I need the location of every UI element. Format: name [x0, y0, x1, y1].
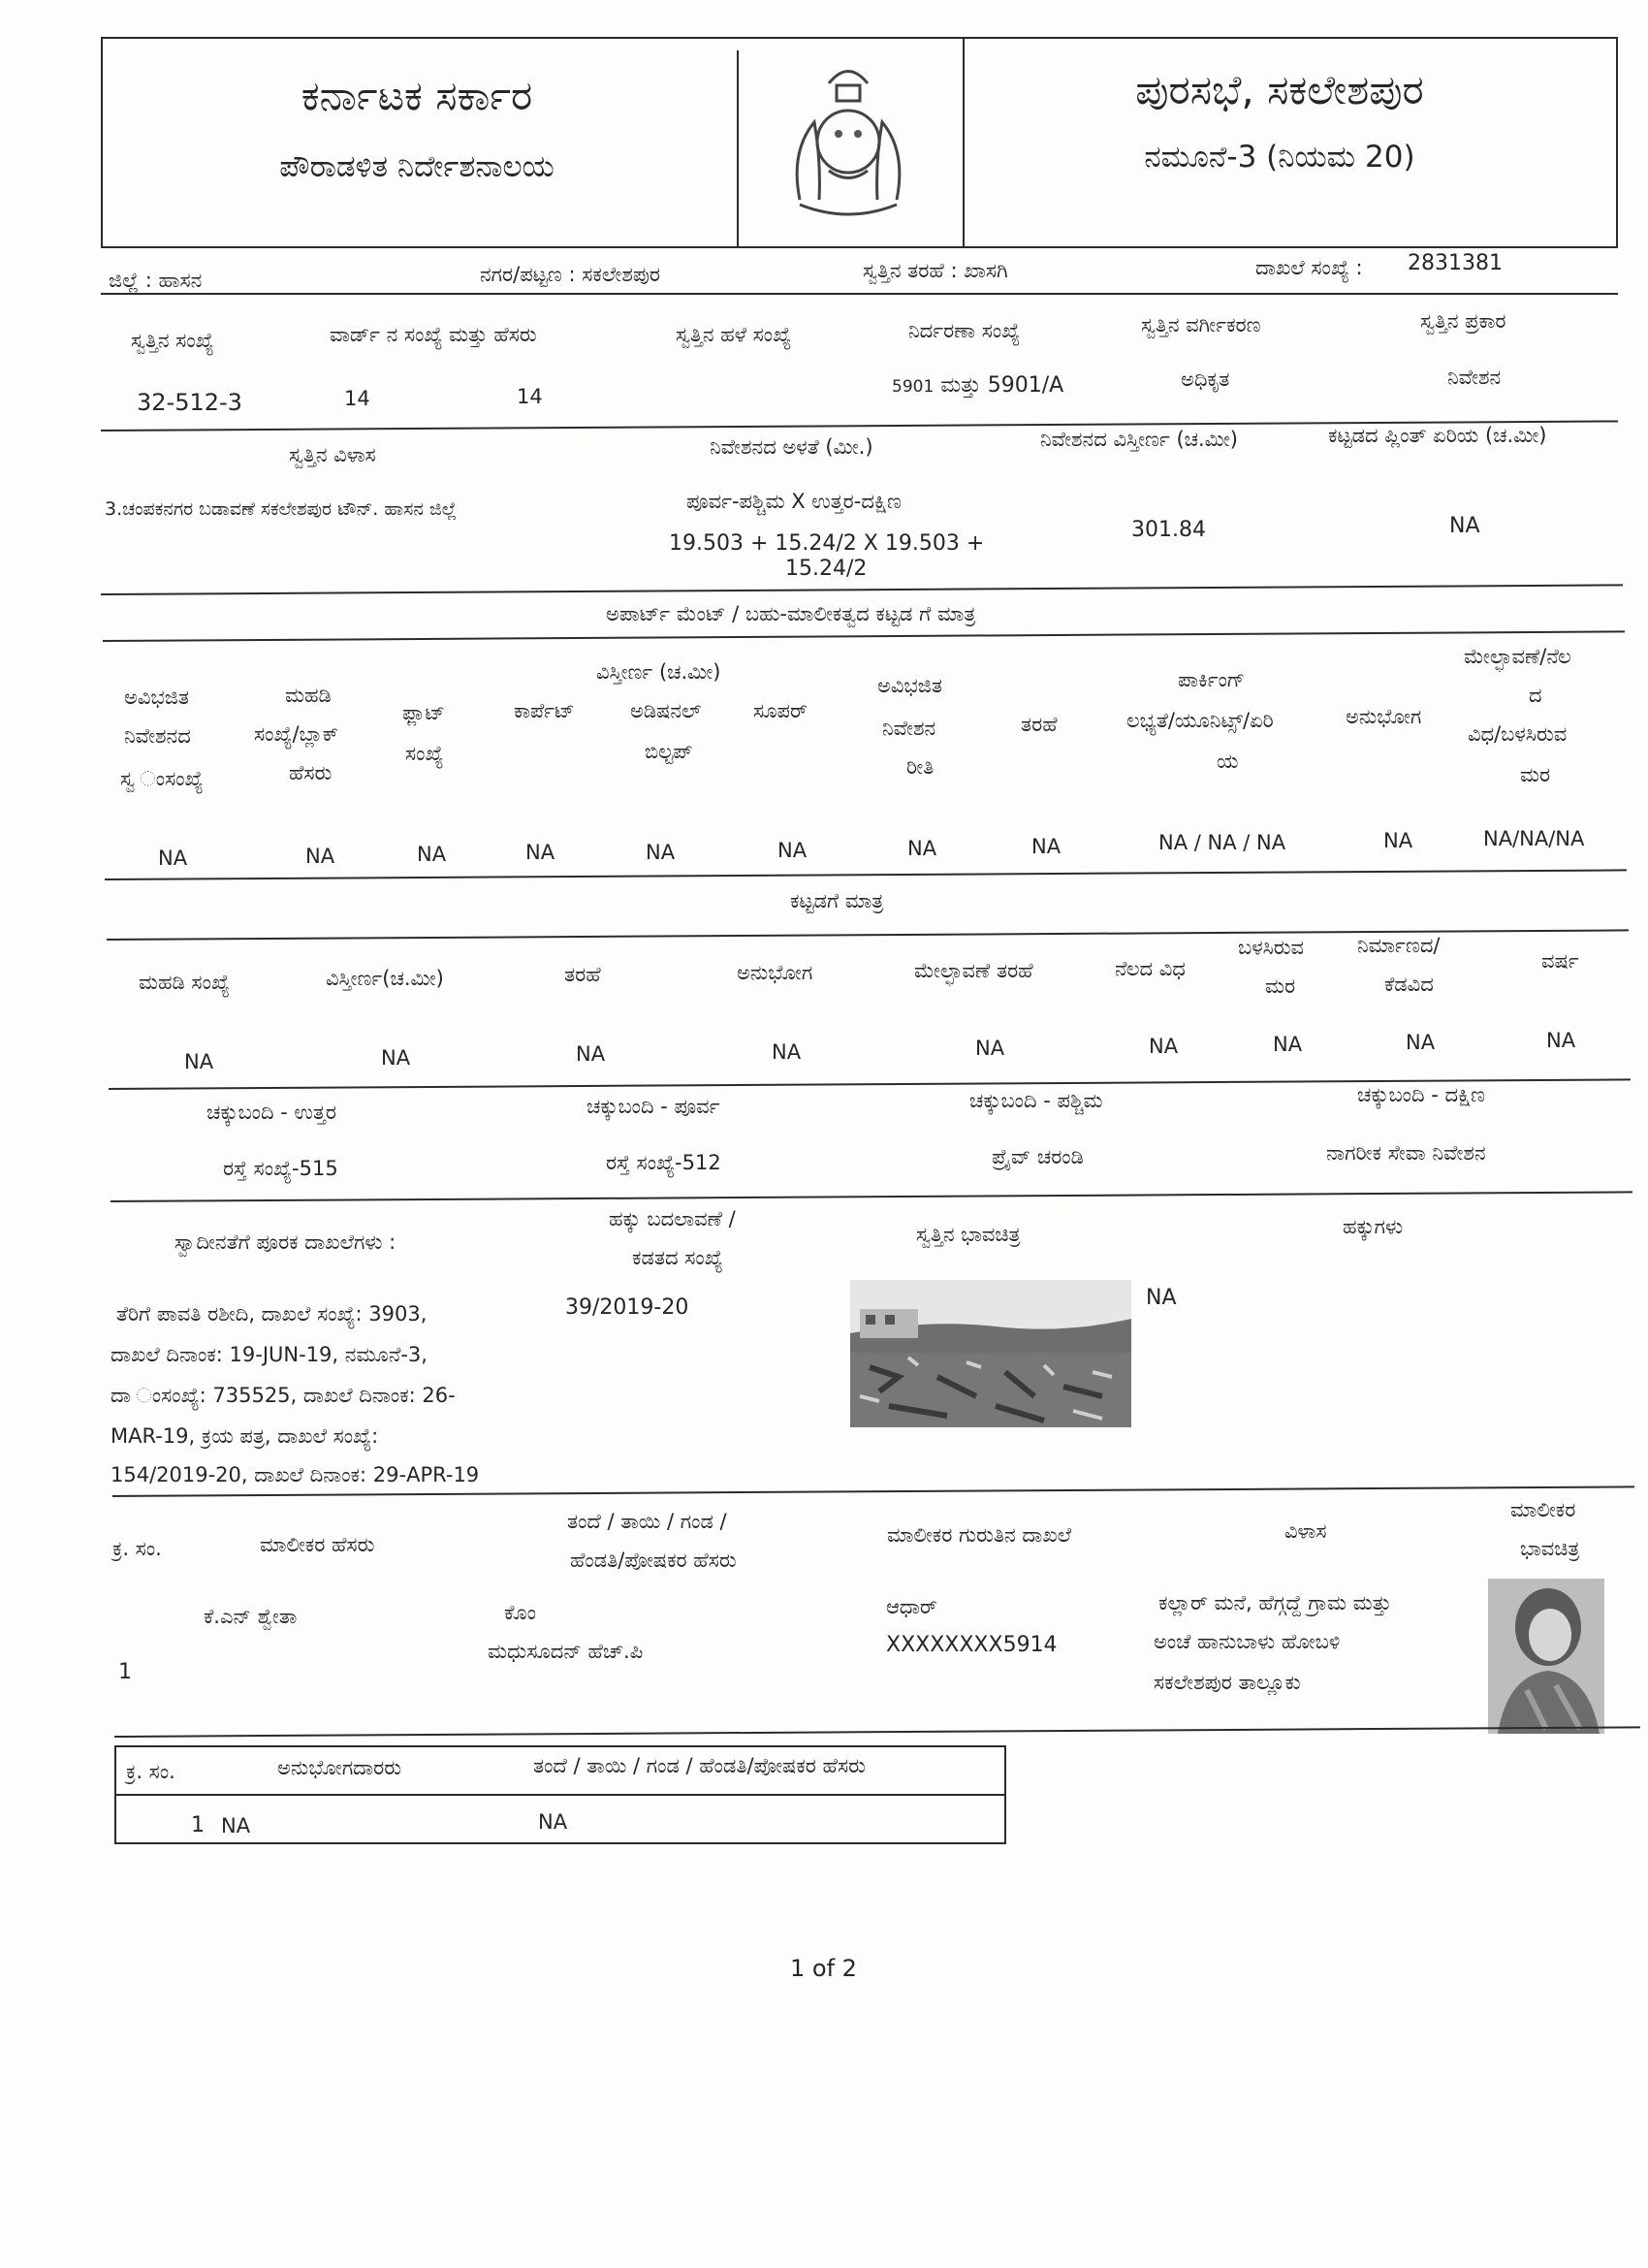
apt-header-additional-1: ಅಡಿಷನಲ್	[630, 699, 702, 722]
bld-value: NA	[381, 1046, 411, 1070]
boundary-west: ಪ್ರೈವ್ ಚರಂಡಿ	[992, 1145, 1084, 1168]
apt-header-undivided-2: ನಿವೇಶನದ	[124, 724, 191, 748]
property-kind: ಸ್ವತ್ತಿನ ತರಹೆ : ಖಾಸಗಿ	[863, 259, 1008, 282]
old-no-header: ಸ್ವತ್ತಿನ ಹಳೆ ಸಂಖ್ಯೆ	[676, 323, 792, 346]
apt-header-usage: ಅನುಭೋಗ	[1346, 705, 1422, 728]
boundary-north: ರಸ್ತೆ ಸಂಖ್ಯೆ-515	[223, 1157, 338, 1180]
owner-relation-header-1: ತಂದೆ / ತಾಯಿ / ಗಂಡ /	[567, 1510, 727, 1533]
dims-header: ನಿವೇಶನದ ಅಳತೆ (ಮೀ.)	[710, 435, 873, 459]
apt-value: NA	[777, 839, 808, 862]
apt-header-parking-1: ಪಾರ್ಕಿಂಗ್	[1178, 668, 1246, 691]
bld-header-floor: ಮಹಡಿ ಸಂಖ್ಯೆ	[139, 971, 230, 994]
apt-value: NA	[305, 845, 335, 868]
apt-header-carpet: ಕಾರ್ಪೆಟ್	[514, 699, 575, 722]
boundary-south: ನಾಗರೀಕ ಸೇವಾ ನಿವೇಶನ	[1326, 1141, 1486, 1165]
bld-header-usage: ಅನುಭೋಗ	[737, 961, 813, 984]
apt-header-undivided-1: ಅವಿಭಜಿತ	[124, 686, 189, 709]
owner-address-2: ಅಂಚೆ ಹಾನುಬಾಳು ಹೋಬಳಿ	[1154, 1630, 1341, 1653]
bld-header-wood-2: ಮರ	[1265, 974, 1296, 998]
owner-relation-header-2: ಹೆಂಡತಿ/ಪೋಷಕರ ಹೆಸರು	[570, 1549, 737, 1572]
survey-no-a: 5901	[892, 377, 935, 397]
survey-no-b: ಮತ್ತು 5901/A	[934, 373, 1064, 398]
bld-header-roof: ಮೇಲ್ಛಾವಣೆ ತರಹೆ	[914, 959, 1033, 982]
bld-value: NA	[184, 1050, 214, 1073]
property-photo-header: ಸ್ವತ್ತಿನ ಭಾವಚಿತ್ರ	[916, 1223, 1021, 1246]
apt-value: NA / NA / NA	[1158, 831, 1286, 854]
apartment-title: ಅಪಾರ್ಟ್ ಮೆಂಟ್ / ಬಹು-ಮಾಲೀಕತ್ವದ ಕಟ್ಟಡ ಗೆ ಮಾತ್ರ	[606, 602, 976, 625]
bld-value: NA	[1273, 1033, 1303, 1056]
doc-line: ದಾ ಂಸಂಖ್ಯೆ: 735525, ದಾಖಲೆ ದಿನಾಂಕ: 26-	[111, 1384, 456, 1407]
apt-header-super: ಸೂಪರ್	[753, 699, 808, 722]
entry-number: 2831381	[1408, 251, 1503, 275]
apt-header-area: ವಿಸ್ತೀರ್ಣ (ಚ.ಮೀ)	[596, 660, 721, 684]
apt-value: NA	[1383, 829, 1413, 852]
boundary-east: ರಸ್ತೆ ಸಂಖ್ಯೆ-512	[606, 1151, 721, 1174]
owner-photo-header-2: ಭಾವಚಿತ್ರ	[1520, 1537, 1580, 1560]
dims-line-2: 15.24/2	[785, 557, 868, 581]
owner-address-1: ಕಲ್ಲಾರ್ ಮನೆ, ಹೆಗ್ಗದ್ದೆ ಗ್ರಾಮ ಮತ್ತು	[1158, 1591, 1392, 1614]
occupant-sno: 1	[191, 1813, 205, 1837]
apt-header-share-3: ರೀತಿ	[906, 755, 935, 779]
rights-header: ಹಕ್ಕುಗಳು	[1343, 1215, 1404, 1238]
apt-header-parking-2: ಲಭ್ಯತೆ/ಯೂನಿಟ್ಸ್/ಏರಿ	[1126, 709, 1274, 732]
apt-header-roof-3: ವಿಧ/ಬಳಸಿರುವ	[1468, 722, 1568, 746]
municipality-name: ಪುರಸಭೆ, ಸಕಲೇಶಪುರ	[1135, 66, 1424, 113]
bld-value: NA	[975, 1037, 1005, 1060]
owner-id-type: ಆಧಾರ್	[886, 1595, 937, 1618]
boundary-south-header: ಚಕ್ಕುಬಂದಿ - ದಕ್ಷಿಣ	[1357, 1083, 1486, 1106]
apt-header-flat-2: ಸಂಖ್ಯೆ	[405, 742, 444, 765]
apt-value: NA	[1031, 835, 1062, 858]
classification: ಅಧಿಕೃತ	[1181, 367, 1230, 391]
docs-header: ಸ್ವಾದೀನತೆಗೆ ಪೂರಕ ದಾಖಲೆಗಳು :	[174, 1230, 396, 1254]
owner-name-header: ಮಾಲೀಕರ ಹೆಸರು	[260, 1533, 375, 1556]
occupant-sno-header: ಕ್ರ. ಸಂ.	[126, 1760, 175, 1783]
apt-header-share-2: ನಿವೇಶನ	[882, 717, 936, 740]
building-title: ಕಟ್ಟಡಗೆ ಮಾತ್ರ	[790, 889, 884, 912]
bld-header-built-1: ನಿರ್ಮಾಣದ/	[1357, 934, 1441, 957]
plinth-area: NA	[1449, 514, 1480, 538]
apt-header-floor-1: ಮಹಡಿ	[285, 684, 332, 707]
occupant-name-header: ಅನುಭೋಗದಾರರು	[277, 1756, 402, 1779]
apt-value: NA/NA/NA	[1483, 827, 1585, 850]
prop-no: 32-512-3	[137, 389, 242, 416]
bld-value: NA	[1149, 1035, 1179, 1058]
owner-relation-1: ಕೊಂ	[504, 1601, 536, 1624]
boundary-east-header: ಚಕ್ಕುಬಂದಿ - ಪೂರ್ವ	[586, 1095, 720, 1118]
occupant-relation: NA	[538, 1810, 568, 1834]
prop-type: ನಿವೇಶನ	[1447, 366, 1502, 389]
bld-value: NA	[1406, 1031, 1436, 1054]
ward-no: 14	[344, 387, 370, 410]
bld-header-wood-1: ಬಳಸಿರುವ	[1238, 936, 1305, 959]
apt-value: NA	[907, 837, 937, 860]
site-area: 301.84	[1131, 518, 1206, 542]
ward-header: ವಾರ್ಡ್ ನ ಸಂಖ್ಯೆ ಮತ್ತು ಹೆಸರು	[330, 323, 537, 346]
owner-photo	[1488, 1579, 1604, 1734]
apt-value: NA	[158, 847, 188, 870]
apt-header-roof-1: ಮೇಲ್ಛಾವಣೆ/ನೆಲ	[1464, 645, 1571, 668]
occupant-relation-header: ತಂದೆ / ತಾಯಿ / ಗಂಡ / ಹೆಂಡತಿ/ಪೋಷಕರ ಹೆಸರು	[533, 1754, 866, 1777]
gov-title: ಕರ್ನಾಟಕ ಸರ್ಕಾರ	[301, 72, 533, 119]
occupant-name: NA	[221, 1814, 251, 1837]
property-photo	[850, 1280, 1131, 1427]
boundary-north-header: ಚಕ್ಕುಬಂದಿ - ಉತ್ತರ	[206, 1101, 336, 1124]
department-name: ಪೌರಾಡಳಿತ ನಿರ್ದೇಶನಾಲಯ	[279, 149, 555, 184]
bld-header-area: ವಿಸ್ತೀರ್ಣ(ಚ.ಮೀ)	[326, 967, 444, 990]
transfer-number: 39/2019-20	[565, 1295, 689, 1320]
owner-address-3: ಸಕಲೇಶಪುರ ತಾಲ್ಲೂಕು	[1154, 1671, 1301, 1694]
apt-value: NA	[646, 841, 676, 864]
apt-header-floor-2: ಸಂಖ್ಯೆ/ಬ್ಲಾಕ್	[254, 722, 339, 746]
owner-relation-2: ಮಧುಸೂದನ್ ಹೆಚ್.ಪಿ	[488, 1640, 644, 1663]
page-number: 1 of 2	[790, 1955, 857, 1982]
ward-name: 14	[517, 385, 543, 408]
bld-header-class: ವರ್ಷ	[1541, 949, 1579, 973]
dims-line-1: 19.503 + 15.24/2 X 19.503 +	[669, 531, 985, 556]
owner-photo-header-1: ಮಾಲೀಕರ	[1510, 1498, 1576, 1521]
state-emblem-icon	[761, 54, 935, 219]
apt-value: NA	[417, 843, 447, 866]
apt-header-undivided-3: ಸ್ವ ಂಸಂಖ್ಯೆ	[120, 767, 204, 790]
bld-value: NA	[1546, 1029, 1576, 1052]
apt-header-flat-1: ಫ್ಲಾಟ್	[402, 701, 445, 724]
rights-value: NA	[1146, 1286, 1177, 1310]
survey-no	[892, 368, 1063, 403]
area-header: ನಿವೇಶನದ ವಿಸ್ತೀರ್ಣ (ಚ.ಮೀ)	[1040, 428, 1238, 451]
doc-line: MAR-19, ಕ್ರಯ ಪತ್ರ, ದಾಖಲೆ ಸಂಖ್ಯೆ:	[111, 1424, 379, 1448]
apt-header-roof-2: ದ	[1529, 684, 1542, 707]
owner-id-number: XXXXXXXX5914	[886, 1633, 1058, 1657]
apt-header-additional-2: ಬಿಲ್ಟಪ್	[645, 740, 693, 763]
owner-address-header: ವಿಳಾಸ	[1284, 1519, 1327, 1543]
form-name: ನಮೂನೆ-3 (ನಿಯಮ 20)	[1144, 140, 1415, 175]
plinth-header: ಕಟ್ಟಡದ ಪ್ಲಿಂತ್ ಏರಿಯ (ಚ.ಮೀ)	[1328, 424, 1547, 447]
apt-header-kind: ತರಹೆ	[1021, 713, 1058, 736]
apt-value: NA	[525, 841, 555, 864]
classification-header: ಸ್ವತ್ತಿನ ವರ್ಗೀಕರಣ	[1141, 313, 1261, 336]
doc-line: ತೆರಿಗೆ ಪಾವತಿ ರಶೀದಿ, ದಾಖಲೆ ಸಂಖ್ಯೆ: 3903,	[116, 1302, 428, 1326]
doc-line: ದಾಖಲೆ ದಿನಾಂಕ: 19-JUN-19, ನಮೂನೆ-3,	[111, 1343, 428, 1366]
transfer-header-2: ಕಡತದ ಸಂಖ್ಯೆ	[632, 1246, 723, 1269]
type-header: ಸ್ವತ್ತಿನ ಪ್ರಕಾರ	[1420, 309, 1506, 333]
property-address: 3.ಚಂಪಕನಗರ ಬಡಾವಣೆ ಸಕಲೇಶಪುರ ಟೌನ್. ಹಾಸನ ಜಿಲ್ಲೆ	[105, 498, 458, 520]
bld-value: NA	[772, 1040, 802, 1064]
town: ನಗರ/ಪಟ್ಟಣ : ಸಕಲೇಶಪುರ	[480, 263, 661, 286]
bld-header-built-2: ಕೆಡವಿದ	[1384, 973, 1434, 996]
entry-label: ದಾಖಲೆ ಸಂಖ್ಯೆ :	[1255, 256, 1363, 279]
owner-sno-header: ಕ್ರ. ಸಂ.	[112, 1537, 162, 1560]
dims-label: ಪೂರ್ವ-ಪಶ್ಚಿಮ X ಉತ್ತರ-ದಕ್ಷಿಣ	[686, 490, 902, 513]
apt-header-share-1: ಅವಿಭಜಿತ	[877, 674, 942, 697]
doc-line: 154/2019-20, ದಾಖಲೆ ದಿನಾಂಕ: 29-APR-19	[111, 1463, 480, 1486]
boundary-west-header: ಚಕ್ಕುಬಂದಿ - ಪಶ್ಚಿಮ	[969, 1089, 1103, 1112]
transfer-header-1: ಹಕ್ಕು ಬದಲಾವಣೆ /	[609, 1207, 736, 1230]
owner-sno: 1	[118, 1660, 132, 1684]
prop-no-header: ಸ್ವತ್ತಿನ ಸಂಖ್ಯೆ	[131, 329, 214, 352]
apt-header-roof-4: ಮರ	[1520, 763, 1551, 786]
survey-no-header: ನಿರ್ದರಣಾ ಸಂಖ್ಯೆ	[908, 319, 1021, 342]
owner-id-header: ಮಾಲೀಕರ ಗುರುತಿನ ದಾಖಲೆ	[887, 1523, 1072, 1547]
address-header: ಸ್ವತ್ತಿನ ವಿಳಾಸ	[289, 443, 376, 466]
apt-header-floor-3: ಹೆಸರು	[289, 761, 333, 784]
bld-header-kind: ತರಹೆ	[564, 963, 601, 986]
bld-header-floortype: ನೆಲದ ವಿಧ	[1115, 957, 1186, 980]
district: ಜಿಲ್ಲೆ : ಹಾಸನ	[109, 269, 203, 292]
bld-value: NA	[576, 1042, 606, 1066]
apt-header-parking-3: ಯ	[1217, 750, 1239, 773]
owner-name: ಕೆ.ಎನ್ ಶ್ವೇತಾ	[204, 1605, 298, 1628]
